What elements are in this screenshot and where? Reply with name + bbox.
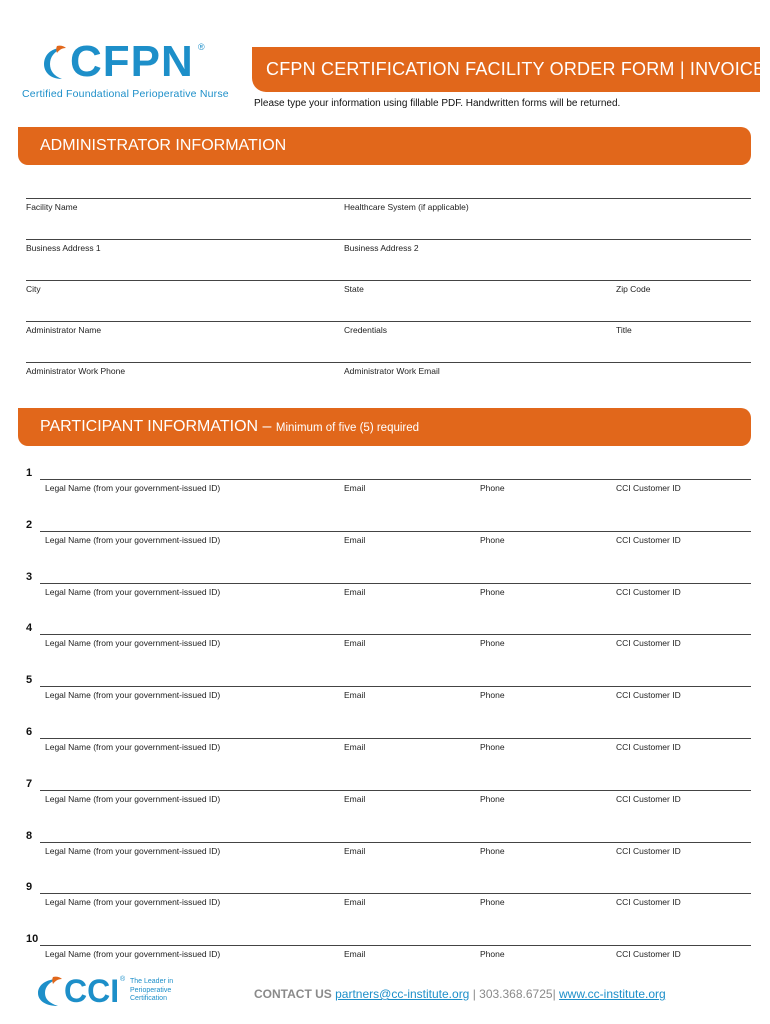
form-instructions: Please type your information using fillable PDF. Handwritten forms will be returned.: [254, 98, 621, 109]
participant-title-sub: Minimum of five (5) required: [275, 422, 420, 434]
contact-label: CONTACT US: [254, 987, 332, 1001]
participant-row-number: 2: [26, 519, 33, 531]
participant-field-label: CCI Customer ID: [616, 897, 681, 907]
participant-field-label: CCI Customer ID: [616, 690, 681, 700]
participant-field-label: Legal Name (from your government-issued ID): [45, 897, 221, 907]
participant-field-label: Phone: [480, 897, 505, 907]
participant-row-number: 1: [26, 467, 33, 479]
participant-field-label: Email: [344, 638, 366, 648]
logo-wordmark: CFPN: [70, 37, 194, 86]
participant-section-header: [18, 408, 751, 446]
participant-field-underline[interactable]: [40, 686, 751, 687]
cci-wordmark: CCI: [64, 973, 120, 1009]
participant-field-label: Email: [344, 535, 366, 545]
cci-crescent-icon: [34, 976, 64, 1008]
admin-field-label: Title: [616, 325, 632, 335]
admin-field-label: Business Address 1: [26, 243, 101, 253]
participant-field-label: Legal Name (from your government-issued ID): [45, 587, 221, 597]
participant-field-underline[interactable]: [40, 790, 751, 791]
participant-field-label: CCI Customer ID: [616, 949, 681, 959]
participant-field-label: Email: [344, 483, 366, 493]
cci-tagline: The Leader in Perioperative Certification: [130, 978, 174, 1002]
admin-field-underline[interactable]: [26, 321, 751, 322]
participant-row-number: 4: [26, 622, 33, 634]
form-title-banner: [252, 47, 766, 92]
admin-field-label: City: [26, 284, 41, 294]
contact-phone: 303.368.6725: [479, 987, 553, 1001]
admin-field-label: Healthcare System (if applicable): [344, 202, 469, 212]
participant-field-label: Legal Name (from your government-issued ID): [45, 483, 221, 493]
participant-field-label: Email: [344, 794, 366, 804]
admin-field-label: State: [344, 284, 364, 294]
participant-row-number: 8: [26, 830, 33, 842]
participant-field-label: Email: [344, 897, 366, 907]
participant-field-label: Legal Name (from your government-issued ID): [45, 690, 221, 700]
participant-field-underline[interactable]: [40, 893, 751, 894]
participant-field-underline[interactable]: [40, 738, 751, 739]
admin-field-underline[interactable]: [26, 280, 751, 281]
participant-field-label: Legal Name (from your government-issued ID): [45, 535, 221, 545]
participant-field-label: Phone: [480, 742, 505, 752]
participant-field-underline[interactable]: [40, 531, 751, 532]
participant-field-label: Phone: [480, 638, 505, 648]
contact-email-link[interactable]: partners@cc-institute.org: [335, 987, 470, 1001]
participant-field-label: Email: [344, 742, 366, 752]
participant-field-label: Phone: [480, 794, 505, 804]
participant-field-label: CCI Customer ID: [616, 742, 681, 752]
participant-field-label: CCI Customer ID: [616, 794, 681, 804]
participant-field-label: Phone: [480, 587, 505, 597]
participant-field-label: CCI Customer ID: [616, 587, 681, 597]
participant-field-label: Legal Name (from your government-issued ID): [45, 638, 221, 648]
logo-registered-mark: ®: [198, 42, 205, 52]
participant-row-number: 3: [26, 571, 33, 583]
participant-field-label: Legal Name (from your government-issued ID): [45, 742, 221, 752]
participant-field-label: Legal Name (from your government-issued ID): [45, 949, 221, 959]
admin-field-underline[interactable]: [26, 362, 751, 363]
participant-field-label: Email: [344, 690, 366, 700]
admin-field-label: Business Address 2: [344, 243, 419, 253]
admin-section-header: [18, 127, 751, 165]
participant-field-underline[interactable]: [40, 479, 751, 480]
participant-field-underline[interactable]: [40, 945, 751, 946]
participant-row-number: 5: [26, 674, 33, 686]
contact-separator-1: |: [469, 987, 480, 1001]
participant-field-label: Email: [344, 587, 366, 597]
logo-tagline: Certified Foundational Perioperative Nurse: [22, 88, 229, 100]
participant-field-label: Legal Name (from your government-issued ID): [45, 846, 221, 856]
participant-field-label: Phone: [480, 483, 505, 493]
participant-field-label: Phone: [480, 535, 505, 545]
participant-title-main: PARTICIPANT INFORMATION –: [40, 418, 272, 435]
participant-field-underline[interactable]: [40, 842, 751, 843]
participant-field-label: Email: [344, 949, 366, 959]
participant-field-underline[interactable]: [40, 583, 751, 584]
participant-field-label: Email: [344, 846, 366, 856]
participant-field-label: Phone: [480, 690, 505, 700]
participant-field-label: Phone: [480, 846, 505, 856]
participant-row-number: 6: [26, 726, 33, 738]
participant-field-label: CCI Customer ID: [616, 483, 681, 493]
admin-field-label: Administrator Name: [26, 325, 102, 335]
admin-field-label: Zip Code: [616, 284, 651, 294]
participant-field-label: CCI Customer ID: [616, 846, 681, 856]
admin-field-label: Administrator Work Email: [344, 366, 440, 376]
contact-separator-2: |: [552, 987, 560, 1001]
participant-section-title: [40, 418, 419, 436]
contact-website-link[interactable]: www.cc-institute.org: [559, 987, 666, 1001]
admin-section-title: ADMINISTRATOR INFORMATION: [40, 137, 287, 154]
contact-line: [254, 987, 666, 1001]
cfpn-logo: [22, 37, 242, 102]
cci-registered-mark: ®: [120, 976, 126, 983]
admin-field-label: Administrator Work Phone: [26, 366, 126, 376]
participant-field-underline[interactable]: [40, 634, 751, 635]
admin-field-underline[interactable]: [26, 239, 751, 240]
cci-logo: [34, 973, 194, 1009]
admin-field-label: Facility Name: [26, 202, 78, 212]
participant-field-label: CCI Customer ID: [616, 535, 681, 545]
participant-field-label: Legal Name (from your government-issued ID): [45, 794, 221, 804]
participant-field-label: Phone: [480, 949, 505, 959]
participant-row-number: 10: [26, 933, 39, 945]
admin-field-underline[interactable]: [26, 198, 751, 199]
admin-field-label: Credentials: [344, 325, 387, 335]
participant-field-label: CCI Customer ID: [616, 638, 681, 648]
participant-row-number: 9: [26, 881, 33, 893]
form-title: CFPN CERTIFICATION FACILITY ORDER FORM | INVOICE: [266, 59, 766, 79]
cfpn-crescent-icon: [40, 44, 70, 82]
participant-row-number: 7: [26, 778, 33, 790]
